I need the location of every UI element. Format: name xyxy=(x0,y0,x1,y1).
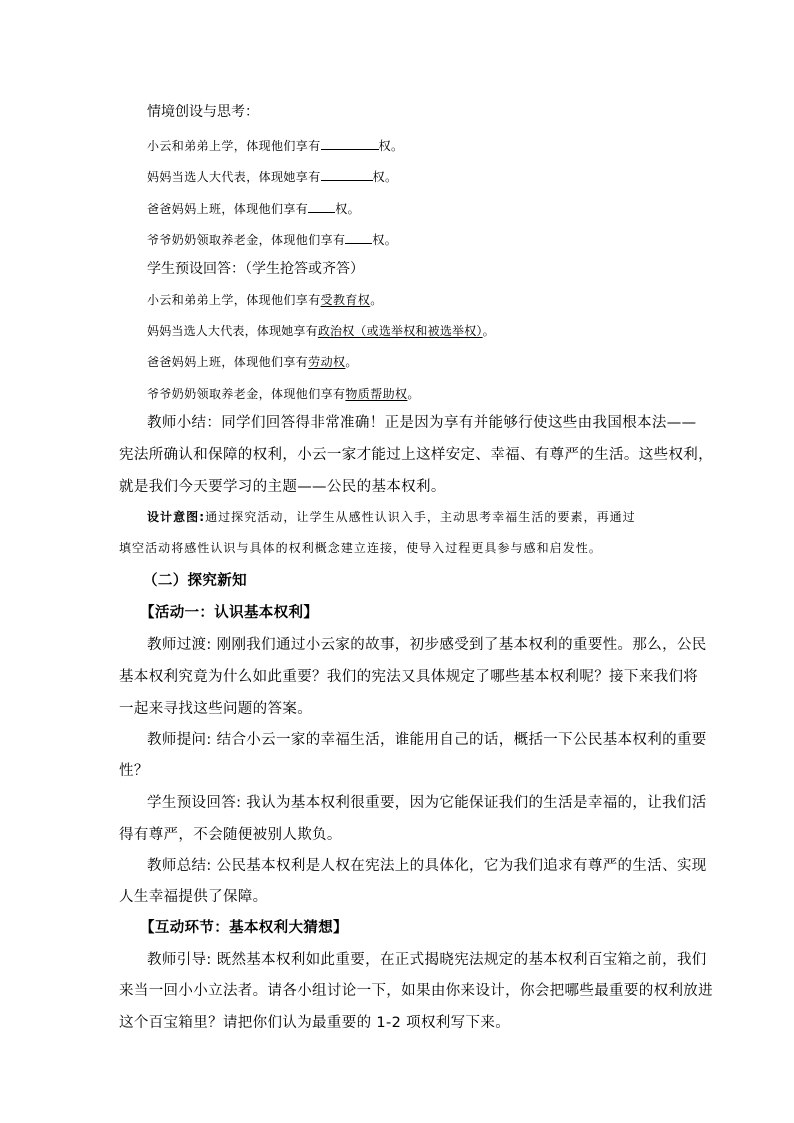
answer-text: 爷爷奶奶领取养老金，体现他们享有 xyxy=(147,387,346,401)
blank-question-1 xyxy=(147,137,403,152)
answer-blank xyxy=(308,200,335,213)
answer-line-2 xyxy=(147,325,495,337)
student-answer-line-1: 学生预设回答: 我认为基本权利很重要，因为它能保证我们的生活是幸福的，让我们活 xyxy=(147,795,707,811)
interactive-title: 【互动环节：基本权利大猜想】 xyxy=(140,920,348,936)
activity-one-title: 【活动一：认识基本权利】 xyxy=(140,605,319,621)
answer-text: 爸爸妈妈上班，体现他们享有 xyxy=(147,355,309,369)
answer-suffix: 。 xyxy=(370,293,383,307)
answer-highlight: 物质帮助权 xyxy=(345,387,408,401)
guide-line-1: 教师引导: 既然基本权利如此重要，在正式揭晓宪法规定的基本权利百宝箱之前，我们 xyxy=(147,952,707,968)
question-text: 妈妈当选人大代表，体现她享有 xyxy=(147,170,321,184)
question-suffix: 权。 xyxy=(372,170,398,184)
answer-suffix: 。 xyxy=(482,324,495,338)
guide-line-3: 这个百宝箱里？请把你们认为最重要的 1-2 项权利写下来。 xyxy=(119,1015,511,1031)
question-suffix: 权。 xyxy=(372,233,398,247)
transition-line-1: 教师过渡: 刚刚我们通过小云家的故事，初步感受到了基本权利的重要性。那么，公民 xyxy=(147,637,707,653)
section-two-heading: （二）探究新知 xyxy=(143,573,247,589)
answer-suffix: 。 xyxy=(345,355,358,369)
transition-line-2: 基本权利究竟为什么如此重要？我们的宪法又具体规定了哪些基本权利呢？接下来我们将 xyxy=(119,669,699,685)
answer-line-1 xyxy=(147,294,383,306)
conclusion-line-1: 教师总结: 公民基本权利是人权在宪法上的具体化，它为我们追求有尊严的生活、实现 xyxy=(147,858,707,874)
question-line-2: 性？ xyxy=(119,763,149,779)
question-text: 小云和弟弟上学，体现他们享有 xyxy=(147,139,321,153)
question-text: 爸爸妈妈上班，体现他们享有 xyxy=(147,202,309,216)
answer-highlight: 政治权（或选举权和被选举权） xyxy=(317,324,483,338)
answer-heading: 学生预设回答：（学生抢答或齐答） xyxy=(147,261,364,277)
blank-question-2 xyxy=(147,168,397,183)
question-suffix: 权。 xyxy=(378,139,404,153)
blank-question-4 xyxy=(147,231,397,246)
transition-line-3: 一起来寻找这些问题的答案。 xyxy=(119,701,313,717)
teacher-summary-line-3: 就是我们今天要学习的主题——公民的基本权利。 xyxy=(119,479,446,495)
question-line-1: 教师提问: 结合小云一家的幸福生活，谁能用自己的话，概括一下公民基本权利的重要 xyxy=(147,732,707,748)
scenario-heading: 情境创设与思考： xyxy=(147,104,259,120)
answer-text: 小云和弟弟上学，体现他们享有 xyxy=(147,293,321,307)
design-intent-line-2: 填空活动将感性认识与具体的权利概念建立连接，使导入过程更具参与感和启发性。 xyxy=(119,541,602,555)
question-suffix: 权。 xyxy=(335,202,361,216)
design-intent-line-1 xyxy=(147,511,636,523)
answer-highlight: 受教育权 xyxy=(320,293,371,307)
answer-highlight: 劳动权 xyxy=(308,355,346,369)
design-intent-text: 通过探究活动，让学生从感性认识入手，主动思考幸福生活的要素，再通过 xyxy=(205,510,636,524)
guide-line-2: 来当一回小小立法者。请各小组讨论一下，如果由你来设计，你会把哪些最重要的权利放进 xyxy=(119,983,713,999)
design-intent-label: 设计意图: xyxy=(147,510,206,524)
answer-blank xyxy=(345,231,372,244)
blank-question-3 xyxy=(147,200,360,215)
answer-suffix: 。 xyxy=(407,387,420,401)
conclusion-line-2: 人生幸福提供了保障。 xyxy=(119,889,268,905)
answer-blank xyxy=(321,137,379,150)
answer-line-4 xyxy=(147,388,420,400)
teacher-summary-line-1: 教师小结：同学们回答得非常准确！正是因为享有并能够行使这些由我国根本法—— xyxy=(147,415,697,431)
question-text: 爷爷奶奶领取养老金，体现他们享有 xyxy=(147,233,346,247)
student-answer-line-2: 得有尊严，不会随便被别人欺负。 xyxy=(119,827,342,843)
teacher-summary-line-2: 宪法所确认和保障的权利，小云一家才能过上这样安定、幸福、有尊严的生活。这些权利， xyxy=(119,447,713,463)
answer-text: 妈妈当选人大代表，体现她享有 xyxy=(147,324,318,338)
answer-blank xyxy=(321,168,373,181)
answer-line-3 xyxy=(147,356,358,368)
